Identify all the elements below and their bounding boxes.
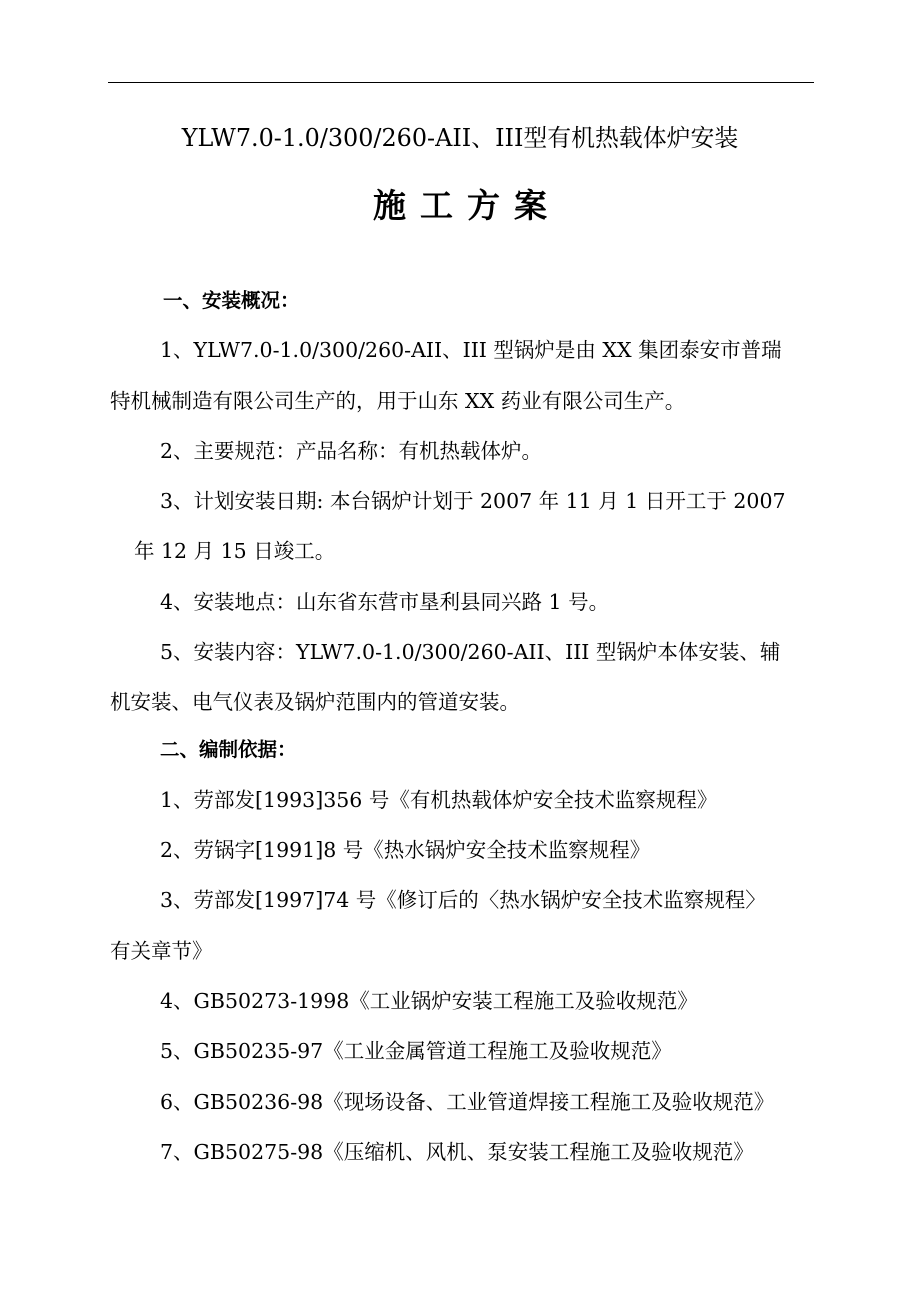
- section2-item3-line2: 有关章节》: [110, 939, 213, 963]
- section2-heading: 二、编制依据：: [160, 738, 297, 761]
- section2-item4: 4、GB50273-1998《工业锅炉安装工程施工及验收规范》: [160, 989, 698, 1013]
- section1-item5-line1: 5、安装内容：YLW7.0-1.0/300/260-AII、III 型锅炉本体安装、辅: [160, 640, 781, 664]
- section2-item7: 7、GB50275-98《压缩机、风机、泵安装工程施工及验收规范》: [160, 1140, 754, 1164]
- section1-item3-line1: 3、计划安装日期: 本台锅炉计划于 2007 年 11 月 1 日开工于 2007: [160, 489, 786, 513]
- section1-item1-line1: 1、YLW7.0-1.0/300/260-AII、III 型锅炉是由 XX 集团泰安市普瑞: [160, 338, 782, 362]
- section2-item3-line1: 3、劳部发[1997]74 号《修订后的〈热水锅炉安全技术监察规程〉: [160, 888, 766, 912]
- section2-item6: 6、GB50236-98《现场设备、工业管道焊接工程施工及验收规范》: [160, 1090, 775, 1114]
- section2-item1: 1、劳部发[1993]356 号《有机热载体炉安全技术监察规程》: [160, 788, 718, 812]
- section1-item3-line2: 年 12 月 15 日竣工。: [134, 539, 336, 563]
- section2-item5: 5、GB50235-97《工业金属管道工程施工及验收规范》: [160, 1039, 672, 1063]
- section1-item2: 2、主要规范：产品名称：有机热载体炉。: [160, 439, 543, 463]
- section2-item2: 2、劳锅字[1991]8 号《热水锅炉安全技术监察规程》: [160, 838, 651, 862]
- document-title-line1: YLW7.0-1.0/300/260-AII、III型有机热载体炉安装: [181, 124, 739, 152]
- section1-heading: 一、安装概况：: [163, 289, 300, 312]
- section1-item5-line2: 机安装、电气仪表及锅炉范围内的管道安装。: [110, 690, 520, 714]
- section1-item4: 4、安装地点：山东省东营市垦利县同兴路 1 号。: [160, 590, 610, 614]
- document-title-line2: 施工方案: [373, 186, 561, 225]
- section1-item1-line2: 特机械制造有限公司生产的，用于山东 XX 药业有限公司生产。: [110, 389, 686, 413]
- header-rule: [108, 82, 814, 83]
